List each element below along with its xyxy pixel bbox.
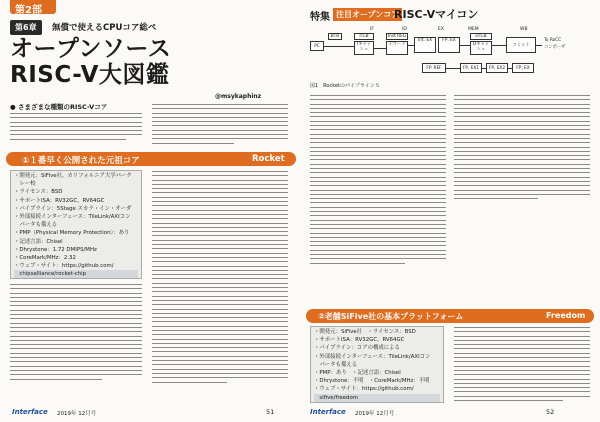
footer-date: 2019年 12月号 — [57, 411, 97, 417]
spec-line: ・Dhrystone：1.72 DMIPS/MHz — [14, 246, 97, 253]
fp-ex3-label: FP, EX — [516, 66, 530, 71]
fp-ex-block: FP, EX — [438, 37, 460, 53]
page-number: 51 — [266, 408, 275, 416]
intro-heading — [10, 102, 107, 111]
spec-line: ・外部接続インターフェース：TileLink/AXIコン — [314, 353, 431, 360]
intro-text-right-column — [152, 104, 288, 147]
to-rocc-label: To RoCC — [544, 38, 562, 43]
spec-line: ・開発元：SiFive社 ・ライセンス：BSD — [314, 329, 416, 335]
int-ex-block: Int. EX — [414, 37, 436, 53]
inst-reg-block: Inst REG — [387, 34, 407, 39]
spec-line: ・パイプライン：コアの構成による — [314, 345, 400, 352]
spec-line: chipsalliance/rocket-chip — [14, 270, 138, 278]
btb-block: BTB — [328, 33, 342, 40]
spec-line: ・CoreMark/MHz：2.32 — [14, 255, 76, 262]
spec-line: ・ライセンス：BSD — [14, 189, 63, 196]
spec-line: ・ウェブ・サイト：https://github.com/ — [314, 386, 414, 393]
stage-label-mem: MEM — [468, 27, 479, 32]
fp-ex3-block — [512, 63, 534, 73]
fp-reg-block: FP. REF — [422, 63, 446, 73]
arrow-connector — [446, 68, 460, 69]
article-title-line2: RISC-V大図鑑 — [10, 62, 170, 88]
header-highlight: 注目オープンコア — [333, 8, 402, 21]
spec-line: ・開発元：SiFive社，カリフォルニア大学バーク — [14, 173, 132, 179]
intro-text-left-column — [10, 113, 142, 143]
section1-name: Rocket — [252, 153, 285, 164]
spec-line: パータも備える — [314, 361, 358, 368]
chapter-badge: 第6章 — [10, 20, 42, 35]
part-label: 第2部 — [15, 5, 42, 16]
section1-body-left-column — [10, 284, 142, 383]
section2-body-right-column — [454, 327, 590, 404]
icache-block: Iキャッシュ — [354, 41, 374, 55]
fp-ex1-block: FP, EX1 — [460, 63, 482, 73]
fp-ex2-block: FP, EX2 — [486, 63, 508, 73]
section1-title: ①１番早く公開された元祖コア — [22, 155, 140, 166]
dtlb-block: DTLB — [470, 33, 492, 40]
section1-body-right-column — [152, 171, 288, 386]
spec-line: ・サポートISA：RV32GC，RV64GC — [14, 197, 105, 204]
article-title-line1: オープンソース — [10, 36, 172, 62]
arrow-connector — [508, 68, 512, 69]
spec-line: ・外部接続インターフェース：TileLink/AXIコン — [14, 214, 131, 221]
dcache-block: Dキャッシュ — [470, 41, 492, 55]
spec-line: ・PMP：あり ・記述言語：Chisel — [314, 370, 401, 377]
spec-line: ・PMP（Physical Memory Protection）：あり — [14, 230, 130, 237]
section2-spec-box — [310, 326, 444, 403]
header-tag: 特集 — [310, 12, 330, 23]
spec-line: ・パイプライン：5Stage スカラ・イン・オーダ — [14, 205, 132, 212]
stage-label-if: IF — [370, 27, 374, 32]
header-title: RISC-Vマイコン — [394, 8, 479, 21]
bullet-icon: ● — [10, 103, 16, 111]
arrow-connector — [482, 68, 486, 69]
footer-brand: Interface — [310, 408, 346, 416]
spec-line: ・Dhrystone：不明 ・CoreMark/MHz：不明 — [314, 378, 430, 385]
spec-line: レー校 — [14, 181, 36, 188]
pc-block: PC — [310, 41, 324, 51]
section1-spec-list — [14, 172, 138, 279]
stage-label-wb: WB — [520, 27, 528, 32]
spec-line: sifive/freedom — [314, 394, 440, 402]
right-page — [300, 0, 600, 422]
spec-line: パータも備える — [14, 222, 58, 229]
arrow-connector — [374, 48, 386, 49]
arrow-connector — [536, 45, 542, 46]
section2-title: ②老舗SiFive社の基本プラットフォーム — [318, 311, 464, 321]
intro-heading-text: さまざまな種類のRISC-Vコア — [17, 103, 108, 111]
footer-date: 2019年 12月号 — [355, 411, 395, 417]
arrow-connector — [408, 45, 414, 46]
spec-line: ・ウェブ・サイト：https://github.com/ — [14, 263, 114, 270]
chapter-title: 無償で使えるCPUコア総ペ — [52, 23, 157, 33]
commit-block: コミット — [506, 37, 536, 53]
arrow-connector — [324, 46, 354, 47]
section2-spec-list — [314, 328, 440, 402]
section1-spec-box — [10, 170, 142, 279]
right-body-left-column — [310, 95, 446, 267]
page-number: 52 — [546, 408, 555, 416]
decode-block: デコード — [386, 41, 408, 55]
section2-name: Freedom — [546, 310, 586, 320]
right-body-right-column — [454, 95, 590, 202]
footer-brand: Interface — [12, 408, 48, 416]
stage-label-ex: EX — [438, 27, 444, 32]
to-rocc-sublabel: コンポーザ — [544, 45, 566, 50]
arrow-connector — [492, 45, 506, 46]
figure-caption: 図1 RocketのパイプラインＳ — [310, 83, 380, 89]
spec-line: ・サポートISA：RV32GC，RV64GC — [314, 337, 405, 344]
spec-line: ・記述言語：Chisel — [14, 238, 63, 245]
author-name: @msykaphinz — [215, 93, 262, 100]
pipeline-diagram — [310, 27, 594, 81]
arrow-connector — [460, 45, 470, 46]
stage-label-id: ID — [402, 27, 407, 32]
itlb-block: ITLB — [354, 33, 374, 40]
